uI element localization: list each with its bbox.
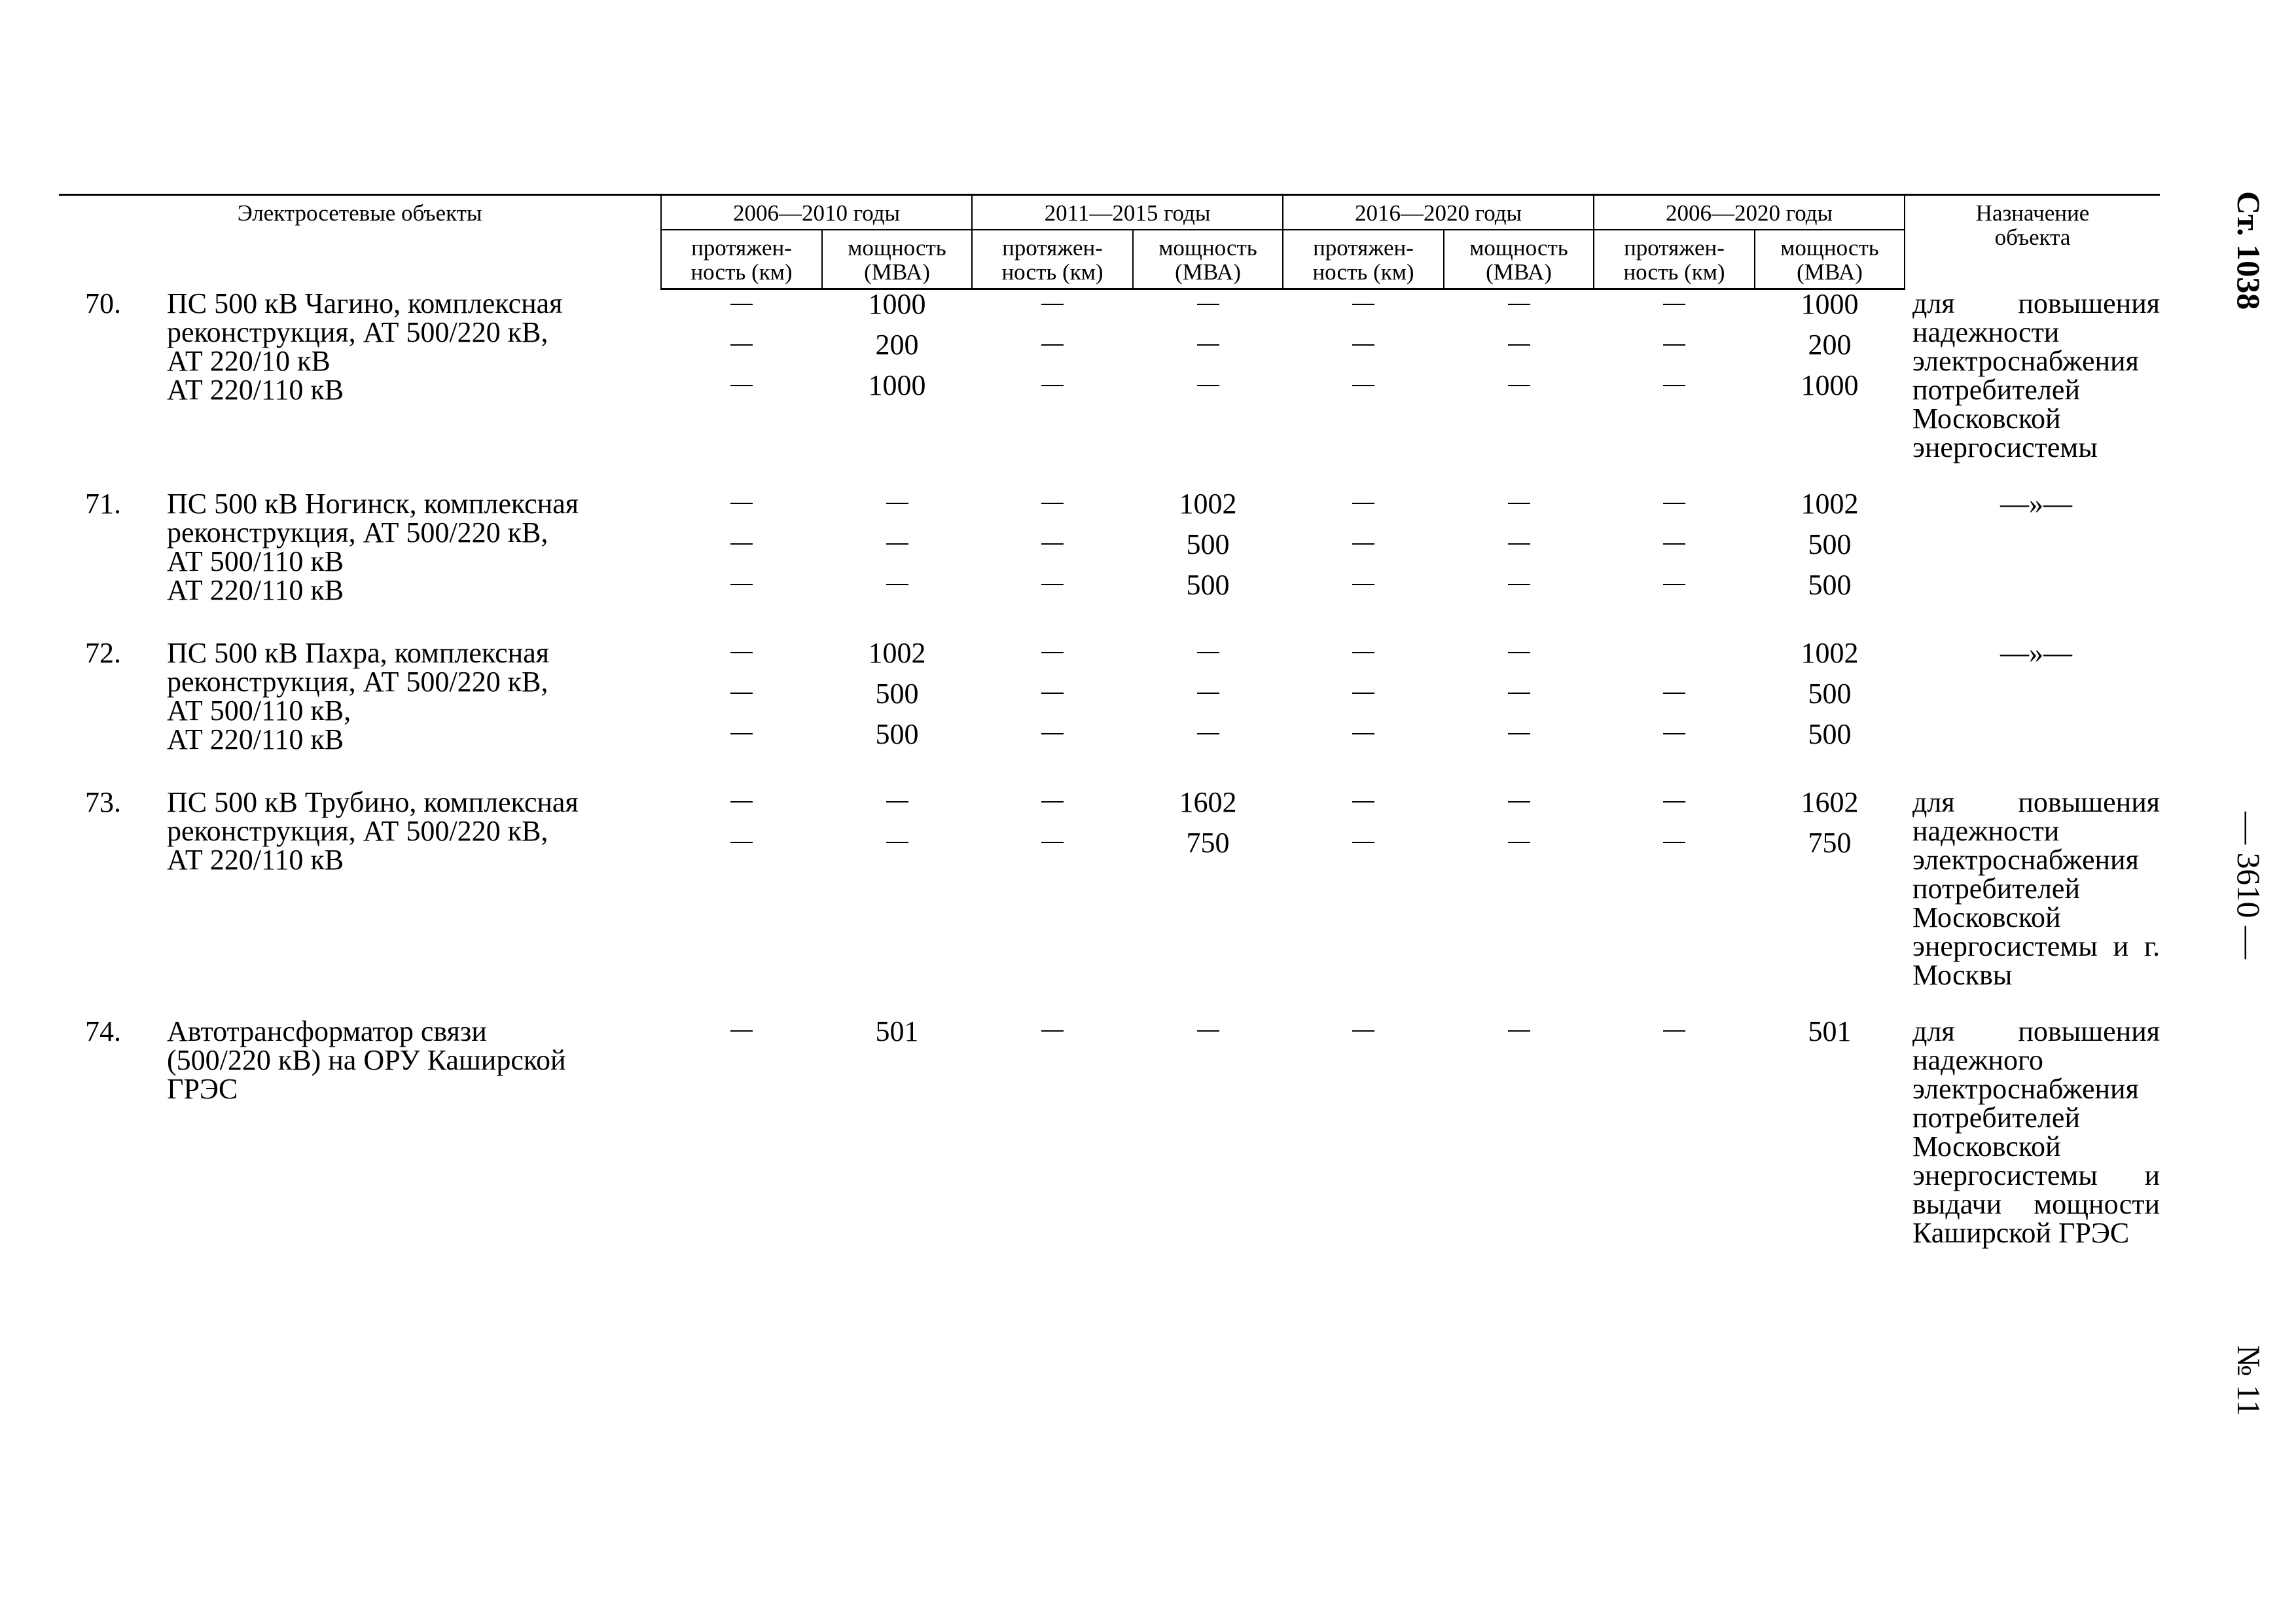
dash-icon: [1041, 842, 1064, 843]
header-period-4: 2006—2020 годы: [1594, 195, 1905, 230]
length-cell: [1283, 490, 1444, 611]
object-name-line: реконструкция, АТ 500/220 кВ,: [167, 316, 548, 348]
dash-icon: [730, 543, 753, 545]
dash-mark: [1283, 1017, 1444, 1058]
dash-mark: [1444, 788, 1594, 829]
length-cell: [661, 289, 822, 462]
dash-icon: [1197, 304, 1219, 305]
value: 200: [875, 329, 919, 361]
dash-mark: [1444, 290, 1594, 331]
dash-mark: [822, 490, 972, 530]
object-cell: [59, 289, 661, 462]
length-cell: [1283, 788, 1444, 990]
row-spacer: [59, 1248, 2160, 1275]
dash-icon: [730, 584, 753, 585]
power-cell: [1133, 487, 1283, 611]
dash-icon: [1663, 543, 1685, 545]
dash-mark: [972, 571, 1133, 611]
dash-icon: [730, 344, 753, 346]
dash-mark: [1444, 1017, 1594, 1058]
dash-icon: [1352, 733, 1374, 734]
dash-mark: [1283, 371, 1444, 412]
dash-icon: [1197, 344, 1219, 346]
header-period-1: 2006—2010 годы: [661, 195, 972, 230]
dash-icon: [730, 385, 753, 386]
object-name-line: Автотрансформатор связи: [167, 1015, 487, 1047]
dash-mark: [661, 1017, 822, 1058]
value: 1602: [1801, 785, 1859, 818]
purpose-cell: для повышения надежности электроснабжения потребителей Московской энергосистемы: [1912, 287, 2160, 463]
dash-icon: [1508, 304, 1530, 305]
dash-mark: [1594, 788, 1755, 829]
dash-mark: [1133, 331, 1283, 371]
dash-mark: [661, 829, 822, 869]
value: 500: [875, 677, 919, 710]
length-cell: [1594, 1017, 1755, 1248]
dash-mark: [661, 679, 822, 720]
dash-mark: [1133, 639, 1283, 679]
power-cell: [1755, 487, 1905, 611]
dash-icon: [1352, 1030, 1374, 1032]
length-cell: [1594, 289, 1755, 462]
dash-mark: [661, 788, 822, 829]
dash-icon: [1197, 385, 1219, 386]
dash-icon: [1197, 733, 1219, 734]
object-name-line: реконструкция, АТ 500/220 кВ,: [167, 814, 548, 847]
object-name-line: (500/220 кВ) на ОРУ Каширской: [167, 1043, 566, 1076]
value: 1002: [868, 636, 926, 669]
object-name-line: АТ 220/110 кВ: [167, 373, 344, 406]
dash-mark: [661, 530, 822, 571]
value: 200: [1808, 329, 1852, 361]
dash-icon: [1352, 693, 1374, 694]
dash-icon: [1041, 584, 1064, 585]
header-purpose: Назначение объекта: [1905, 195, 2160, 289]
dash-mark: [661, 639, 822, 679]
dash-mark: [972, 371, 1133, 412]
dash-icon: [886, 584, 908, 585]
dash-icon: [730, 1030, 753, 1032]
object-name-line: ПС 500 кВ Ногинск, комплексная: [167, 487, 579, 520]
power-cell: [1133, 785, 1283, 990]
object-cell: [59, 785, 661, 990]
dash-icon: [1663, 385, 1685, 386]
dash-icon: [730, 652, 753, 653]
value: 500: [1808, 528, 1852, 560]
object-name-line: ГРЭС: [167, 1072, 238, 1105]
dash-mark: [1444, 490, 1594, 530]
row-number: 73.: [85, 785, 121, 818]
row-number: 71.: [85, 487, 121, 520]
header-objects: Электросетевые объекты: [59, 195, 661, 289]
dash-mark: [1283, 331, 1444, 371]
dash-mark: [972, 530, 1133, 571]
dash-icon: [1663, 842, 1685, 843]
power-cell: [1133, 289, 1283, 462]
dash-icon: [1041, 1030, 1064, 1032]
power-cell: [822, 490, 972, 611]
dash-icon: [1663, 584, 1685, 585]
dash-mark: [1594, 331, 1755, 371]
dash-mark: [1444, 829, 1594, 869]
header-length: протяжен-ность (км): [1594, 230, 1755, 289]
length-cell: [1594, 788, 1755, 990]
object-name-line: ПС 500 кВ Пахра, комплексная: [167, 636, 549, 669]
value: 500: [875, 717, 919, 750]
power-cell: [1755, 289, 1905, 462]
dash-icon: [730, 842, 753, 843]
object-cell: [59, 636, 661, 761]
object-cell: [59, 1017, 661, 1248]
value: 750: [1808, 826, 1852, 859]
row-spacer: [59, 761, 2160, 788]
dash-icon: [1508, 733, 1530, 734]
object-name-line: АТ 220/110 кВ: [167, 843, 344, 876]
dash-mark: [1594, 829, 1755, 869]
dash-icon: [1041, 801, 1064, 803]
dash-icon: [1663, 1030, 1685, 1032]
value: [1594, 639, 1755, 679]
length-cell: [1283, 1017, 1444, 1248]
purpose-cell: для повышения надежного электроснабжения потребителей Московской энергосистемы и выдачи мощности Каширской ГРЭС: [1912, 1015, 2160, 1249]
dash-mark: [1133, 679, 1283, 720]
object-name-line: АТ 220/110 кВ: [167, 573, 344, 606]
row-number: 72.: [85, 636, 121, 669]
table-row: [59, 289, 2160, 462]
dash-icon: [1508, 584, 1530, 585]
length-cell: [972, 490, 1133, 611]
dash-mark: [1283, 679, 1444, 720]
dash-icon: [1352, 652, 1374, 653]
dash-icon: [1508, 503, 1530, 504]
dash-mark: [822, 829, 972, 869]
power-cell: [822, 788, 972, 990]
dash-mark: [661, 720, 822, 761]
object-name-line: АТ 500/110 кВ,: [167, 694, 351, 727]
power-cell: [822, 289, 972, 462]
dash-mark: [1444, 530, 1594, 571]
dash-icon: [1663, 733, 1685, 734]
dash-mark: [1594, 490, 1755, 530]
header-power: мощность (МВА): [1133, 230, 1283, 289]
dash-mark: [1444, 720, 1594, 761]
object-name-line: АТ 220/10 кВ: [167, 344, 331, 377]
dash-icon: [1508, 842, 1530, 843]
power-cell: [1444, 639, 1594, 761]
length-cell: [972, 289, 1133, 462]
dash-mark: [1594, 679, 1755, 720]
dash-mark: [1283, 490, 1444, 530]
object-name-line: АТ 220/110 кВ: [167, 723, 344, 755]
dash-mark: [661, 331, 822, 371]
table-row: [59, 788, 2160, 990]
dash-mark: [1444, 331, 1594, 371]
dash-mark: [1133, 371, 1283, 412]
purpose-cell: —»—: [2000, 636, 2072, 669]
value: 1000: [868, 369, 926, 401]
header-length: протяжен-ность (км): [972, 230, 1133, 289]
dash-icon: [730, 733, 753, 734]
dash-mark: [972, 639, 1133, 679]
table-row: [59, 490, 2160, 611]
dash-mark: [1444, 639, 1594, 679]
value: 1000: [868, 288, 926, 320]
object-name-line: реконструкция, АТ 500/220 кВ,: [167, 516, 548, 549]
dash-icon: [1508, 652, 1530, 653]
power-cell: [822, 1017, 972, 1248]
dash-icon: [1352, 801, 1374, 803]
dash-mark: [1444, 571, 1594, 611]
dash-mark: [972, 829, 1133, 869]
length-cell: [661, 490, 822, 611]
dash-mark: [972, 290, 1133, 331]
power-cell: [1755, 785, 1905, 990]
dash-mark: [1444, 371, 1594, 412]
row-spacer: [59, 611, 2160, 639]
value: 1602: [1179, 785, 1237, 818]
dash-icon: [1197, 693, 1219, 694]
header-power: мощность (МВА): [1755, 230, 1905, 289]
dash-mark: [1283, 720, 1444, 761]
page-label: Ст. 1038: [2231, 191, 2267, 310]
dash-mark: [972, 720, 1133, 761]
dash-icon: [1508, 344, 1530, 346]
dash-icon: [886, 801, 908, 803]
dash-icon: [730, 693, 753, 694]
header-period-2: 2011—2015 годы: [972, 195, 1283, 230]
dash-mark: [972, 331, 1133, 371]
dash-mark: [1283, 639, 1444, 679]
power-cell: [1444, 289, 1594, 462]
dash-mark: [822, 530, 972, 571]
row-number: 74.: [85, 1015, 121, 1047]
value: 500: [1808, 677, 1852, 710]
dash-mark: [972, 1017, 1133, 1058]
dash-mark: [1283, 829, 1444, 869]
dash-icon: [886, 842, 908, 843]
dash-icon: [1508, 543, 1530, 545]
power-cell: [1133, 639, 1283, 761]
dash-mark: [1594, 371, 1755, 412]
dash-icon: [1663, 304, 1685, 305]
dash-icon: [730, 801, 753, 803]
value: 1000: [1801, 369, 1859, 401]
dash-icon: [1041, 543, 1064, 545]
issue-number: № 11: [2231, 1345, 2267, 1416]
value: 500: [1808, 717, 1852, 750]
dash-icon: [1041, 652, 1064, 653]
header-power: мощность (МВА): [822, 230, 972, 289]
value: 501: [1808, 1015, 1852, 1047]
dash-mark: [1133, 1017, 1283, 1058]
power-cell: [1133, 1017, 1283, 1248]
dash-icon: [1352, 385, 1374, 386]
dash-icon: [1041, 503, 1064, 504]
power-cell: [1755, 636, 1905, 761]
dash-icon: [1508, 385, 1530, 386]
dash-mark: [1133, 290, 1283, 331]
dash-mark: [1283, 290, 1444, 331]
header-power: мощность (МВА): [1444, 230, 1594, 289]
dash-mark: [1283, 571, 1444, 611]
dash-mark: [1594, 1017, 1755, 1058]
dash-icon: [1352, 842, 1374, 843]
value: 500: [1186, 568, 1230, 601]
dash-icon: [1352, 584, 1374, 585]
dash-mark: [661, 290, 822, 331]
length-cell: [661, 1017, 822, 1248]
header-length: протяжен-ность (км): [661, 230, 822, 289]
dash-mark: [972, 490, 1133, 530]
dash-mark: [1594, 720, 1755, 761]
dash-icon: [1352, 304, 1374, 305]
length-cell: [972, 639, 1133, 761]
power-cell: [1444, 788, 1594, 990]
value: 1000: [1801, 288, 1859, 320]
dash-mark: [822, 571, 972, 611]
dash-mark: [1594, 290, 1755, 331]
object-name-line: АТ 500/110 кВ: [167, 545, 344, 577]
dash-mark: [661, 371, 822, 412]
row-spacer: [59, 990, 2160, 1017]
length-cell: [1594, 639, 1755, 761]
value: 1002: [1801, 636, 1859, 669]
length-cell: [661, 639, 822, 761]
power-grid-table: [59, 194, 2160, 1275]
power-cell: [1444, 490, 1594, 611]
length-cell: [1283, 289, 1444, 462]
dash-mark: [972, 679, 1133, 720]
dash-icon: [1352, 344, 1374, 346]
power-cell: [822, 636, 972, 761]
purpose-cell: для повышения надежности электроснабжения потребителей Московской энергосистемы и г. Москвы: [1912, 785, 2160, 991]
dash-mark: [972, 788, 1133, 829]
table-row: [59, 1017, 2160, 1248]
dash-icon: [730, 503, 753, 504]
dash-icon: [1041, 385, 1064, 386]
dash-icon: [1663, 503, 1685, 504]
dash-icon: [1508, 801, 1530, 803]
dash-icon: [886, 503, 908, 504]
dash-icon: [1041, 344, 1064, 346]
dash-mark: [1283, 530, 1444, 571]
value: 500: [1808, 568, 1852, 601]
value: 1002: [1801, 487, 1859, 520]
length-cell: [972, 1017, 1133, 1248]
dash-mark: [1594, 571, 1755, 611]
object-cell: [59, 487, 661, 611]
dash-icon: [1352, 503, 1374, 504]
length-cell: [1283, 639, 1444, 761]
length-cell: [661, 788, 822, 990]
dash-icon: [1197, 652, 1219, 653]
object-name-line: реконструкция, АТ 500/220 кВ,: [167, 665, 548, 698]
table-body: [59, 289, 2160, 1275]
dash-icon: [886, 543, 908, 545]
value: 501: [875, 1015, 919, 1047]
object-name-line: ПС 500 кВ Чагино, комплексная: [167, 287, 563, 319]
dash-icon: [1508, 1030, 1530, 1032]
dash-icon: [1663, 344, 1685, 346]
dash-icon: [1041, 733, 1064, 734]
dash-icon: [1508, 693, 1530, 694]
dash-mark: [661, 490, 822, 530]
dash-mark: [1283, 788, 1444, 829]
dash-mark: [1133, 720, 1283, 761]
row-number: 70.: [85, 287, 121, 319]
dash-icon: [730, 304, 753, 305]
power-cell: [1755, 1017, 1905, 1248]
object-name-line: ПС 500 кВ Трубино, комплексная: [167, 785, 579, 818]
length-cell: [1594, 490, 1755, 611]
dash-icon: [1197, 1030, 1219, 1032]
header-length: протяжен-ность (км): [1283, 230, 1444, 289]
dash-icon: [1041, 693, 1064, 694]
dash-mark: [661, 571, 822, 611]
length-cell: [972, 788, 1133, 990]
dash-mark: [822, 788, 972, 829]
dash-icon: [1041, 304, 1064, 305]
dash-icon: [1663, 801, 1685, 803]
dash-mark: [1444, 679, 1594, 720]
dash-icon: [1352, 543, 1374, 545]
value: 500: [1186, 528, 1230, 560]
value: 1002: [1179, 487, 1237, 520]
table-row: [59, 639, 2160, 761]
row-spacer: [59, 462, 2160, 490]
center-page-number: — 3610 —: [2231, 812, 2267, 959]
dash-icon: [1663, 693, 1685, 694]
value: 750: [1186, 826, 1230, 859]
purpose-cell: —»—: [2000, 487, 2072, 520]
dash-mark: [1594, 530, 1755, 571]
header-period-3: 2016—2020 годы: [1283, 195, 1594, 230]
power-cell: [1444, 1017, 1594, 1248]
